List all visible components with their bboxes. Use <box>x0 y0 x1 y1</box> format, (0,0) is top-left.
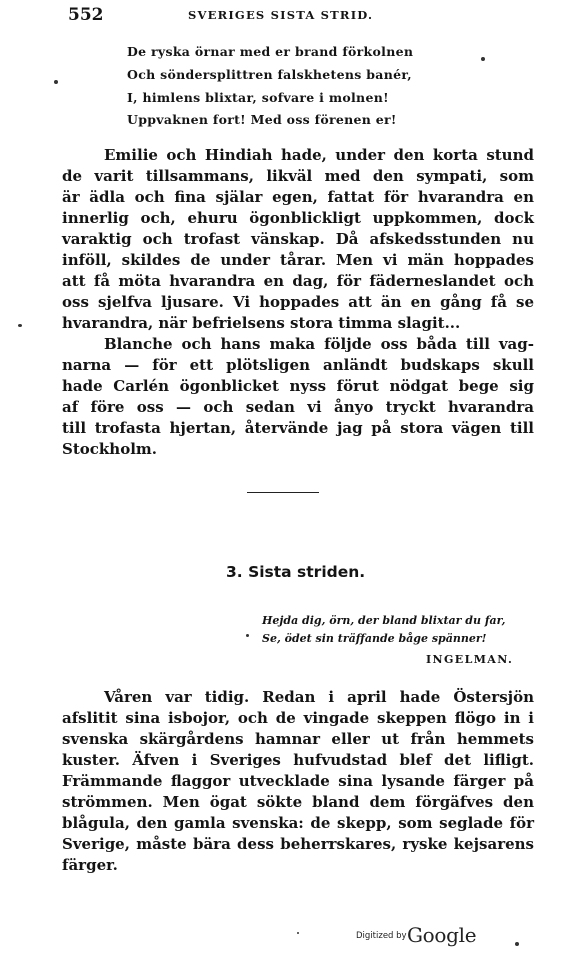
poem-line: De ryska örnar med er brand förkolnen <box>127 44 414 59</box>
body-text-line: hade Carlén ögonblicket nyss förut nödgat bege sig <box>62 377 534 395</box>
epigraph-author: INGELMAN. <box>426 653 514 666</box>
digitized-by-label: Digitized by <box>356 931 407 941</box>
body-text-line: innerlig och, ehuru ögonblickligt uppkommen, dock <box>62 209 534 227</box>
body-text-line: att få möta hvarandra en dag, för fäderneslandet och <box>62 272 534 290</box>
body-text-line: af före oss — och sedan vi ånyo tryckt hvarandra <box>62 398 534 416</box>
body-text-line: färger. <box>62 856 118 874</box>
scan-speck <box>515 942 519 946</box>
poem-line: Och söndersplittren falskhetens banér, <box>127 67 412 82</box>
body-text-line: Emilie och Hindiah hade, under den korta stund <box>104 146 534 164</box>
section-divider <box>247 492 319 493</box>
body-text-line: afslitit sina isbojor, och de vingade skeppen flögo in i <box>62 709 534 727</box>
running-head: SVERIGES SISTA STRID. <box>188 8 374 22</box>
epigraph-line: Hejda dig, örn, der bland blixtar du far, <box>262 614 506 627</box>
poem-line: I, himlens blixtar, sofvare i molnen! <box>127 90 389 105</box>
poem-line: Uppvaknen fort! Med oss förenen er! <box>127 112 397 127</box>
body-text-line: svenska skärgårdens hamnar eller ut från hemmets <box>62 730 534 748</box>
body-text-line: till trofasta hjertan, återvände jag på stora vägen till <box>62 419 534 437</box>
section-title: 3. Sista striden. <box>226 563 366 581</box>
body-text-line: inföll, skildes de under tårar. Men vi män hoppades <box>62 251 534 269</box>
body-text-line: Våren var tidig. Redan i april hade Östersjön <box>104 688 534 706</box>
google-logo: Google <box>407 923 477 947</box>
scan-speck <box>297 932 299 934</box>
body-text-line: blågula, den gamla svenska: de skepp, som seglade för <box>62 814 534 832</box>
body-text-line: narna — för ett plötsligen anländt budskaps skull <box>62 356 534 374</box>
body-text-line: varaktig och trofast vänskap. Då afskedsstunden nu <box>62 230 534 248</box>
scan-speck <box>246 634 249 637</box>
scan-speck <box>481 57 485 61</box>
body-text-line: Främmande flaggor utvecklade sina lysande färger på <box>62 772 534 790</box>
scan-speck <box>18 324 22 327</box>
page-number: 552 <box>68 5 104 25</box>
scan-speck <box>54 80 58 84</box>
body-text-line: kuster. Äfven i Sveriges hufvudstad blef det lifligt. <box>62 751 534 769</box>
body-text-line: är ädla och fina själar egen, fattat för hvarandra en <box>62 188 534 206</box>
body-text-line: Sverige, måste bära dess beherrskares, ryske kejsarens <box>62 835 534 853</box>
epigraph-line: Se, ödet sin träffande båge spänner! <box>262 632 487 645</box>
body-text-line: de varit tillsammans, likväl med den sympati, som <box>62 167 534 185</box>
body-text-line: oss sjelfva ljusare. Vi hoppades att än en gång få se <box>62 293 534 311</box>
body-text-line: Blanche och hans maka följde oss båda till vag- <box>104 335 534 353</box>
body-text-line: hvarandra, när befrielsens stora timma slagit... <box>62 314 461 332</box>
body-text-line: strömmen. Men ögat sökte bland dem förgäfves den <box>62 793 534 811</box>
body-text-line: Stockholm. <box>62 440 157 458</box>
